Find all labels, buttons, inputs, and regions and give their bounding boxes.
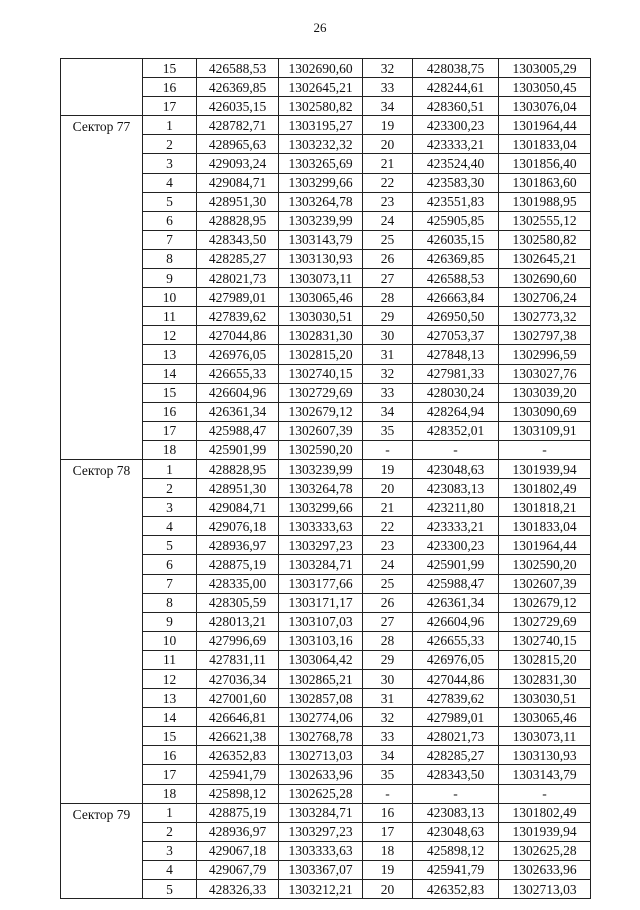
point-number-cell: 20 xyxy=(363,479,413,498)
x-coordinate-cell: 423583,30 xyxy=(413,173,499,192)
y-coordinate-cell: 1301802,49 xyxy=(499,479,591,498)
y-coordinate-cell: 1302729,69 xyxy=(499,612,591,631)
point-number-cell: 8 xyxy=(143,593,197,612)
x-coordinate-cell: 425988,47 xyxy=(413,574,499,593)
point-number-cell: 2 xyxy=(143,135,197,154)
y-coordinate-cell: 1303265,69 xyxy=(279,154,363,173)
y-coordinate-cell: 1303232,32 xyxy=(279,135,363,154)
y-coordinate-cell: 1303109,91 xyxy=(499,421,591,440)
y-coordinate-cell: 1303076,04 xyxy=(499,97,591,116)
point-number-cell: 2 xyxy=(143,822,197,841)
x-coordinate-cell: 426663,84 xyxy=(413,288,499,307)
y-coordinate-cell: 1302625,28 xyxy=(279,784,363,803)
point-number-cell: 7 xyxy=(143,574,197,593)
point-number-cell: 4 xyxy=(143,860,197,879)
y-coordinate-cell: 1303299,66 xyxy=(279,173,363,192)
y-coordinate-cell: 1303333,63 xyxy=(279,517,363,536)
point-number-cell: 9 xyxy=(143,269,197,288)
point-number-cell: 18 xyxy=(363,841,413,860)
x-coordinate-cell: 425898,12 xyxy=(197,784,279,803)
y-coordinate-cell: 1301818,21 xyxy=(499,498,591,517)
y-coordinate-cell: 1303005,29 xyxy=(499,59,591,78)
y-coordinate-cell: 1301939,94 xyxy=(499,822,591,841)
y-coordinate-cell: 1302679,12 xyxy=(279,402,363,421)
x-coordinate-cell: 427831,11 xyxy=(197,650,279,669)
x-coordinate-cell: 425901,99 xyxy=(413,555,499,574)
y-coordinate-cell: 1301988,95 xyxy=(499,192,591,211)
x-coordinate-cell: 426604,96 xyxy=(197,383,279,402)
y-coordinate-cell: 1303297,23 xyxy=(279,822,363,841)
y-coordinate-cell: 1302831,30 xyxy=(279,326,363,345)
y-coordinate-cell: 1302690,60 xyxy=(279,59,363,78)
sector-label: Сектор 79 xyxy=(61,803,143,898)
x-coordinate-cell: 423211,80 xyxy=(413,498,499,517)
y-coordinate-cell: 1302740,15 xyxy=(279,364,363,383)
point-number-cell: 33 xyxy=(363,727,413,746)
point-number-cell: - xyxy=(363,440,413,459)
x-coordinate-cell: 426035,15 xyxy=(413,230,499,249)
x-coordinate-cell: 428343,50 xyxy=(413,765,499,784)
y-coordinate-cell: 1301802,49 xyxy=(499,803,591,822)
x-coordinate-cell: 423048,63 xyxy=(413,459,499,478)
x-coordinate-cell: 428343,50 xyxy=(197,230,279,249)
x-coordinate-cell: 426950,50 xyxy=(413,307,499,326)
point-number-cell: 35 xyxy=(363,421,413,440)
x-coordinate-cell: 428326,33 xyxy=(197,880,279,899)
y-coordinate-cell: 1303239,99 xyxy=(279,459,363,478)
y-coordinate-cell: 1303030,51 xyxy=(499,689,591,708)
point-number-cell: 14 xyxy=(143,364,197,383)
point-number-cell: 34 xyxy=(363,746,413,765)
y-coordinate-cell: 1302625,28 xyxy=(499,841,591,860)
page-number: 26 xyxy=(313,20,327,35)
point-number-cell: 28 xyxy=(363,288,413,307)
x-coordinate-cell: 427839,62 xyxy=(197,307,279,326)
x-coordinate-cell: 427001,60 xyxy=(197,689,279,708)
y-coordinate-cell: 1303130,93 xyxy=(499,746,591,765)
x-coordinate-cell: 426035,15 xyxy=(197,97,279,116)
point-number-cell: 29 xyxy=(363,307,413,326)
y-coordinate-cell: 1302774,06 xyxy=(279,708,363,727)
x-coordinate-cell: 423333,21 xyxy=(413,517,499,536)
x-coordinate-cell: 426604,96 xyxy=(413,612,499,631)
y-coordinate-cell: 1303039,20 xyxy=(499,383,591,402)
y-coordinate-cell: 1302713,03 xyxy=(499,880,591,899)
x-coordinate-cell: - xyxy=(413,784,499,803)
point-number-cell: 19 xyxy=(363,459,413,478)
y-coordinate-cell: 1302996,59 xyxy=(499,345,591,364)
y-coordinate-cell: 1302580,82 xyxy=(279,97,363,116)
x-coordinate-cell: - xyxy=(413,440,499,459)
y-coordinate-cell: 1303143,79 xyxy=(279,230,363,249)
sector-label xyxy=(61,59,143,116)
point-number-cell: 32 xyxy=(363,708,413,727)
point-number-cell: 3 xyxy=(143,841,197,860)
x-coordinate-cell: 428828,95 xyxy=(197,459,279,478)
x-coordinate-cell: 429067,18 xyxy=(197,841,279,860)
x-coordinate-cell: 423300,23 xyxy=(413,536,499,555)
y-coordinate-cell: 1303239,99 xyxy=(279,211,363,230)
point-number-cell: 34 xyxy=(363,402,413,421)
point-number-cell: 15 xyxy=(143,383,197,402)
point-number-cell: 5 xyxy=(143,536,197,555)
point-number-cell: 5 xyxy=(143,880,197,899)
point-number-cell: 20 xyxy=(363,135,413,154)
y-coordinate-cell: 1302815,20 xyxy=(279,345,363,364)
point-number-cell: 3 xyxy=(143,154,197,173)
y-coordinate-cell: 1302607,39 xyxy=(499,574,591,593)
x-coordinate-cell: 428244,61 xyxy=(413,78,499,97)
point-number-cell: 29 xyxy=(363,650,413,669)
y-coordinate-cell: 1303130,93 xyxy=(279,249,363,268)
x-coordinate-cell: 426361,34 xyxy=(197,402,279,421)
table-row xyxy=(61,459,591,478)
y-coordinate-cell: 1303264,78 xyxy=(279,479,363,498)
x-coordinate-cell: 426352,83 xyxy=(197,746,279,765)
y-coordinate-cell: 1302679,12 xyxy=(499,593,591,612)
x-coordinate-cell: 428828,95 xyxy=(197,211,279,230)
y-coordinate-cell: 1302797,38 xyxy=(499,326,591,345)
point-number-cell: 24 xyxy=(363,555,413,574)
x-coordinate-cell: 427044,86 xyxy=(413,670,499,689)
point-number-cell: 22 xyxy=(363,517,413,536)
x-coordinate-cell: 423083,13 xyxy=(413,803,499,822)
y-coordinate-cell: 1303065,46 xyxy=(279,288,363,307)
y-coordinate-cell: 1301863,60 xyxy=(499,173,591,192)
y-coordinate-cell: 1302607,39 xyxy=(279,421,363,440)
y-coordinate-cell: 1303177,66 xyxy=(279,574,363,593)
point-number-cell: 16 xyxy=(143,402,197,421)
x-coordinate-cell: 426352,83 xyxy=(413,880,499,899)
x-coordinate-cell: 429067,79 xyxy=(197,860,279,879)
coordinates-table xyxy=(60,58,591,899)
point-number-cell: 6 xyxy=(143,211,197,230)
point-number-cell: 16 xyxy=(143,78,197,97)
y-coordinate-cell: 1302555,12 xyxy=(499,211,591,230)
y-coordinate-cell: 1303050,45 xyxy=(499,78,591,97)
x-coordinate-cell: 428360,51 xyxy=(413,97,499,116)
y-coordinate-cell: 1303073,11 xyxy=(499,727,591,746)
y-coordinate-cell: 1303143,79 xyxy=(499,765,591,784)
point-number-cell: 1 xyxy=(143,459,197,478)
point-number-cell: 30 xyxy=(363,670,413,689)
point-number-cell: 10 xyxy=(143,288,197,307)
y-coordinate-cell: 1303284,71 xyxy=(279,555,363,574)
y-coordinate-cell: 1301856,40 xyxy=(499,154,591,173)
point-number-cell: 27 xyxy=(363,269,413,288)
point-number-cell: 32 xyxy=(363,59,413,78)
x-coordinate-cell: 428021,73 xyxy=(197,269,279,288)
y-coordinate-cell: 1301939,94 xyxy=(499,459,591,478)
x-coordinate-cell: 427044,86 xyxy=(197,326,279,345)
y-coordinate-cell: 1303073,11 xyxy=(279,269,363,288)
point-number-cell: 21 xyxy=(363,154,413,173)
point-number-cell: 16 xyxy=(363,803,413,822)
point-number-cell: 20 xyxy=(363,880,413,899)
x-coordinate-cell: 428875,19 xyxy=(197,803,279,822)
x-coordinate-cell: 429093,24 xyxy=(197,154,279,173)
y-coordinate-cell: - xyxy=(499,784,591,803)
sector-label: Сектор 77 xyxy=(61,116,143,460)
x-coordinate-cell: 425905,85 xyxy=(413,211,499,230)
x-coordinate-cell: 428335,00 xyxy=(197,574,279,593)
point-number-cell: 17 xyxy=(143,765,197,784)
x-coordinate-cell: 428782,71 xyxy=(197,116,279,135)
point-number-cell: 25 xyxy=(363,574,413,593)
x-coordinate-cell: 425898,12 xyxy=(413,841,499,860)
point-number-cell: 23 xyxy=(363,192,413,211)
x-coordinate-cell: 427981,33 xyxy=(413,364,499,383)
y-coordinate-cell: 1303064,42 xyxy=(279,650,363,669)
x-coordinate-cell: 423333,21 xyxy=(413,135,499,154)
x-coordinate-cell: 423524,40 xyxy=(413,154,499,173)
point-number-cell: 4 xyxy=(143,173,197,192)
point-number-cell: 14 xyxy=(143,708,197,727)
point-number-cell: 18 xyxy=(143,440,197,459)
point-number-cell: 15 xyxy=(143,59,197,78)
y-coordinate-cell: 1303090,69 xyxy=(499,402,591,421)
x-coordinate-cell: 428285,27 xyxy=(413,746,499,765)
x-coordinate-cell: 426369,85 xyxy=(413,249,499,268)
point-number-cell: 32 xyxy=(363,364,413,383)
point-number-cell: 17 xyxy=(143,97,197,116)
x-coordinate-cell: 428030,24 xyxy=(413,383,499,402)
point-number-cell: 26 xyxy=(363,249,413,268)
point-number-cell: - xyxy=(363,784,413,803)
x-coordinate-cell: 426621,38 xyxy=(197,727,279,746)
y-coordinate-cell: 1302590,20 xyxy=(499,555,591,574)
y-coordinate-cell: 1302857,08 xyxy=(279,689,363,708)
table-row xyxy=(61,59,591,78)
x-coordinate-cell: 427989,01 xyxy=(413,708,499,727)
y-coordinate-cell: 1302865,21 xyxy=(279,670,363,689)
point-number-cell: 1 xyxy=(143,803,197,822)
point-number-cell: 24 xyxy=(363,211,413,230)
y-coordinate-cell: 1303264,78 xyxy=(279,192,363,211)
point-number-cell: 2 xyxy=(143,479,197,498)
x-coordinate-cell: 426369,85 xyxy=(197,78,279,97)
point-number-cell: 13 xyxy=(143,689,197,708)
x-coordinate-cell: 425988,47 xyxy=(197,421,279,440)
y-coordinate-cell: 1303299,66 xyxy=(279,498,363,517)
x-coordinate-cell: 427996,69 xyxy=(197,631,279,650)
point-number-cell: 26 xyxy=(363,593,413,612)
y-coordinate-cell: - xyxy=(499,440,591,459)
y-coordinate-cell: 1302690,60 xyxy=(499,269,591,288)
y-coordinate-cell: 1301964,44 xyxy=(499,116,591,135)
y-coordinate-cell: 1301964,44 xyxy=(499,536,591,555)
sector-label: Сектор 78 xyxy=(61,459,143,803)
point-number-cell: 31 xyxy=(363,345,413,364)
point-number-cell: 12 xyxy=(143,670,197,689)
point-number-cell: 22 xyxy=(363,173,413,192)
x-coordinate-cell: 428285,27 xyxy=(197,249,279,268)
y-coordinate-cell: 1302768,78 xyxy=(279,727,363,746)
x-coordinate-cell: 427848,13 xyxy=(413,345,499,364)
x-coordinate-cell: 429084,71 xyxy=(197,173,279,192)
y-coordinate-cell: 1302633,96 xyxy=(499,860,591,879)
y-coordinate-cell: 1302713,03 xyxy=(279,746,363,765)
x-coordinate-cell: 427839,62 xyxy=(413,689,499,708)
table-row xyxy=(61,803,591,822)
x-coordinate-cell: 429076,18 xyxy=(197,517,279,536)
x-coordinate-cell: 429084,71 xyxy=(197,498,279,517)
point-number-cell: 28 xyxy=(363,631,413,650)
point-number-cell: 17 xyxy=(143,421,197,440)
point-number-cell: 18 xyxy=(143,784,197,803)
x-coordinate-cell: 423300,23 xyxy=(413,116,499,135)
y-coordinate-cell: 1303171,17 xyxy=(279,593,363,612)
point-number-cell: 27 xyxy=(363,612,413,631)
point-number-cell: 16 xyxy=(143,746,197,765)
x-coordinate-cell: 428038,75 xyxy=(413,59,499,78)
x-coordinate-cell: 428936,97 xyxy=(197,536,279,555)
x-coordinate-cell: 427053,37 xyxy=(413,326,499,345)
x-coordinate-cell: 426588,53 xyxy=(197,59,279,78)
y-coordinate-cell: 1301833,04 xyxy=(499,135,591,154)
point-number-cell: 34 xyxy=(363,97,413,116)
table-row xyxy=(61,116,591,135)
x-coordinate-cell: 428875,19 xyxy=(197,555,279,574)
y-coordinate-cell: 1302633,96 xyxy=(279,765,363,784)
x-coordinate-cell: 426646,81 xyxy=(197,708,279,727)
point-number-cell: 10 xyxy=(143,631,197,650)
point-number-cell: 17 xyxy=(363,822,413,841)
point-number-cell: 9 xyxy=(143,612,197,631)
x-coordinate-cell: 425941,79 xyxy=(413,860,499,879)
y-coordinate-cell: 1303107,03 xyxy=(279,612,363,631)
y-coordinate-cell: 1303103,16 xyxy=(279,631,363,650)
x-coordinate-cell: 425941,79 xyxy=(197,765,279,784)
point-number-cell: 6 xyxy=(143,555,197,574)
y-coordinate-cell: 1302580,82 xyxy=(499,230,591,249)
point-number-cell: 3 xyxy=(143,498,197,517)
point-number-cell: 4 xyxy=(143,517,197,536)
y-coordinate-cell: 1302706,24 xyxy=(499,288,591,307)
x-coordinate-cell: 428264,94 xyxy=(413,402,499,421)
y-coordinate-cell: 1303333,63 xyxy=(279,841,363,860)
x-coordinate-cell: 428305,59 xyxy=(197,593,279,612)
x-coordinate-cell: 426976,05 xyxy=(413,650,499,669)
x-coordinate-cell: 423083,13 xyxy=(413,479,499,498)
y-coordinate-cell: 1301833,04 xyxy=(499,517,591,536)
point-number-cell: 31 xyxy=(363,689,413,708)
point-number-cell: 11 xyxy=(143,650,197,669)
y-coordinate-cell: 1302815,20 xyxy=(499,650,591,669)
y-coordinate-cell: 1302740,15 xyxy=(499,631,591,650)
x-coordinate-cell: 423048,63 xyxy=(413,822,499,841)
point-number-cell: 15 xyxy=(143,727,197,746)
x-coordinate-cell: 423551,83 xyxy=(413,192,499,211)
y-coordinate-cell: 1303030,51 xyxy=(279,307,363,326)
y-coordinate-cell: 1303284,71 xyxy=(279,803,363,822)
x-coordinate-cell: 428013,21 xyxy=(197,612,279,631)
point-number-cell: 1 xyxy=(143,116,197,135)
y-coordinate-cell: 1303212,21 xyxy=(279,880,363,899)
y-coordinate-cell: 1302645,21 xyxy=(279,78,363,97)
point-number-cell: 25 xyxy=(363,230,413,249)
point-number-cell: 23 xyxy=(363,536,413,555)
x-coordinate-cell: 428965,63 xyxy=(197,135,279,154)
x-coordinate-cell: 427036,34 xyxy=(197,670,279,689)
point-number-cell: 12 xyxy=(143,326,197,345)
point-number-cell: 5 xyxy=(143,192,197,211)
y-coordinate-cell: 1302590,20 xyxy=(279,440,363,459)
x-coordinate-cell: 426655,33 xyxy=(197,364,279,383)
point-number-cell: 7 xyxy=(143,230,197,249)
point-number-cell: 19 xyxy=(363,116,413,135)
y-coordinate-cell: 1302729,69 xyxy=(279,383,363,402)
y-coordinate-cell: 1302831,30 xyxy=(499,670,591,689)
x-coordinate-cell: 428936,97 xyxy=(197,822,279,841)
point-number-cell: 30 xyxy=(363,326,413,345)
x-coordinate-cell: 428951,30 xyxy=(197,479,279,498)
x-coordinate-cell: 428352,01 xyxy=(413,421,499,440)
x-coordinate-cell: 426361,34 xyxy=(413,593,499,612)
x-coordinate-cell: 428951,30 xyxy=(197,192,279,211)
y-coordinate-cell: 1303297,23 xyxy=(279,536,363,555)
point-number-cell: 21 xyxy=(363,498,413,517)
point-number-cell: 33 xyxy=(363,383,413,402)
y-coordinate-cell: 1303195,27 xyxy=(279,116,363,135)
point-number-cell: 19 xyxy=(363,860,413,879)
y-coordinate-cell: 1302645,21 xyxy=(499,249,591,268)
x-coordinate-cell: 426588,53 xyxy=(413,269,499,288)
y-coordinate-cell: 1303027,76 xyxy=(499,364,591,383)
point-number-cell: 8 xyxy=(143,249,197,268)
point-number-cell: 11 xyxy=(143,307,197,326)
point-number-cell: 13 xyxy=(143,345,197,364)
x-coordinate-cell: 425901,99 xyxy=(197,440,279,459)
point-number-cell: 33 xyxy=(363,78,413,97)
point-number-cell: 35 xyxy=(363,765,413,784)
x-coordinate-cell: 428021,73 xyxy=(413,727,499,746)
x-coordinate-cell: 427989,01 xyxy=(197,288,279,307)
x-coordinate-cell: 426655,33 xyxy=(413,631,499,650)
x-coordinate-cell: 426976,05 xyxy=(197,345,279,364)
y-coordinate-cell: 1302773,32 xyxy=(499,307,591,326)
y-coordinate-cell: 1303065,46 xyxy=(499,708,591,727)
y-coordinate-cell: 1303367,07 xyxy=(279,860,363,879)
